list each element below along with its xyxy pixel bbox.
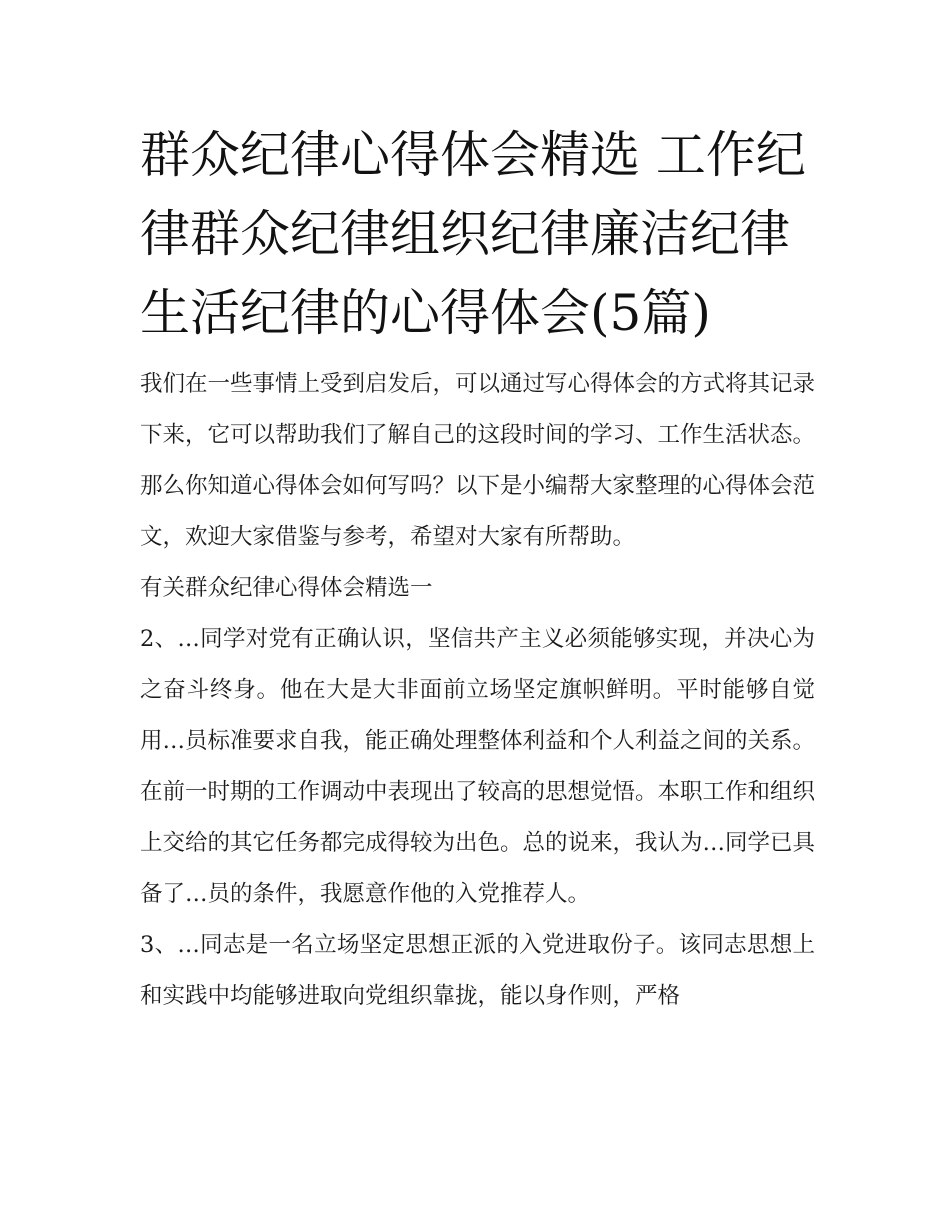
document-body: [140, 116, 815, 1022]
body-paragraph: 3、…同志是一名立场坚定思想正派的入党进取份子。该同志思想上和实践中均能够进取向党组织靠拢，能以身作则，严格: [140, 932, 815, 1009]
section-heading: 有关群众纪律心得体会精选一: [140, 575, 433, 601]
body-paragraph: 2、…同学对党有正确认识，坚信共产主义必须能够实现，并决心为之奋斗终身。他在大是大非面前立场坚定旗帜鲜明。平时能够自觉用…员标准要求自我，能正确处理整体利益和个人利益之间的关系。在前一时期的工作调动中表现出了较高的思想觉悟。本职工作和组织上交给的其它任务都完成得较为出色。总的说来，我认为…同学已具备了…员的条件，我愿意作他的入党推荐人。: [140, 626, 816, 907]
document-title: 群众纪律心得体会精选 工作纪律群众纪律组织纪律廉洁纪律生活纪律的心得体会(5篇): [140, 126, 806, 342]
intro-paragraph: 我们在一些事情上受到启发后，可以通过写心得体会的方式将其记录下来，它可以帮助我们了解自己的这段时间的学习、工作生活状态。那么你知道心得体会如何写吗？以下是小编帮大家整理的心得体会范文，欢迎大家借鉴与参考，希望对大家有所帮助。: [140, 371, 816, 550]
